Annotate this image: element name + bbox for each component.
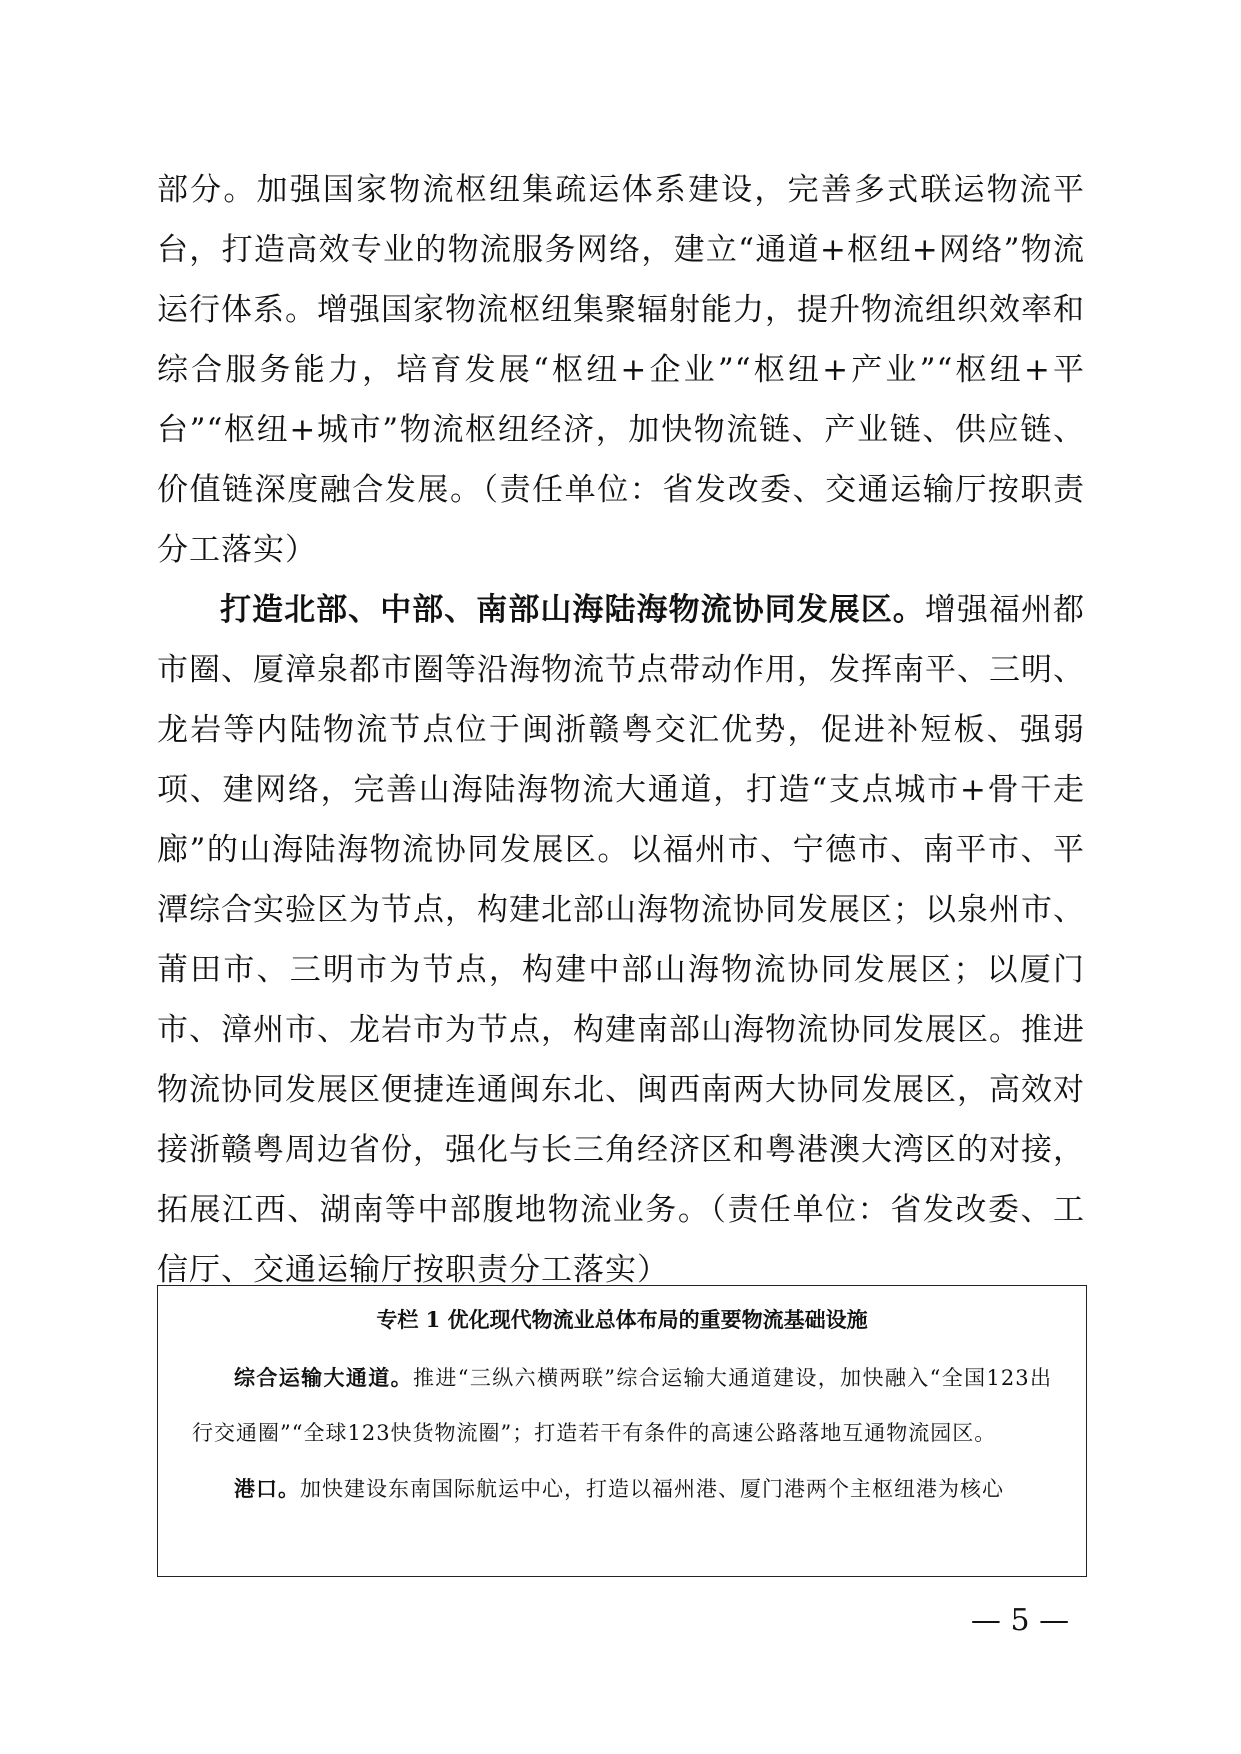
paragraph-text: 增强福州都市圈、厦漳泉都市圈等沿海物流节点带动作用，发挥南平、三明、龙岩等内陆物流节点位于闽浙赣粤交汇优势，促进补短板、强弱项、建网络，完善山海陆海物流大通道，打造“支点城市+骨干走廊”的山海陆海物流协同发展区。以福州市、宁德市、南平市、平潭综合实验区为节点，构建北部山海物流协同发展区；以泉州市、莆田市、三明市为节点，构建中部山海物流协同发展区；以厦门市、漳州市、龙岩市为节点，构建南部山海物流协同发展区。推进物流协同发展区便捷连通闽东北、闽西南两大协同发展区，高效对接浙赣粤周边省份，强化与长三角经济区和粤港澳大湾区的对接，拓展江西、湖南等中部腹地物流业务。（责任单位：省发改委、工信厅、交通运输厅按职责分工落实） <box>157 592 1085 1288</box>
page-number: — 5 — <box>970 1603 1070 1638</box>
paragraph-text: 部分。加强国家物流枢纽集疏运体系建设，完善多式联运物流平台，打造高效专业的物流服务网络，建立“通道+枢纽+网络”物流运行体系。增强国家物流枢纽集聚辐射能力，提升物流组织效率和综合服务能力，培育发展“枢纽+企业”“枢纽+产业”“枢纽+平台”“枢纽+城市”物流枢纽经济，加快物流链、产业链、供应链、价值链深度融合发展。（责任单位：省发改委、交通运输厅按职责分工落实） <box>157 172 1085 568</box>
paragraph-continuation <box>157 160 1085 580</box>
paragraph-lead: 打造北部、中部、南部山海陆海物流协同发展区。 <box>220 592 925 628</box>
column-box-item <box>192 1461 1052 1517</box>
column-box-title: 专栏 1 优化现代物流业总体布局的重要物流基础设施 <box>376 1307 868 1332</box>
paragraph-coordinated-zones <box>157 580 1085 1300</box>
column-box-item-lead: 综合运输大通道。 <box>234 1365 414 1390</box>
column-box <box>157 1285 1087 1577</box>
column-box-item-lead: 港口。 <box>234 1476 300 1501</box>
column-box-item-text: 加快建设东南国际航运中心，打造以福州港、厦门港两个主枢纽港为核心 <box>300 1477 1004 1501</box>
column-box-item <box>192 1350 1052 1461</box>
column-box-item-text: 推进“三纵六横两联”综合运输大通道建设，加快融入“全国123出行交通圈”“全球123快货物流圈”；打造若干有条件的高速公路落地互通物流园区。 <box>192 1366 1052 1445</box>
body-text <box>157 160 1085 1300</box>
